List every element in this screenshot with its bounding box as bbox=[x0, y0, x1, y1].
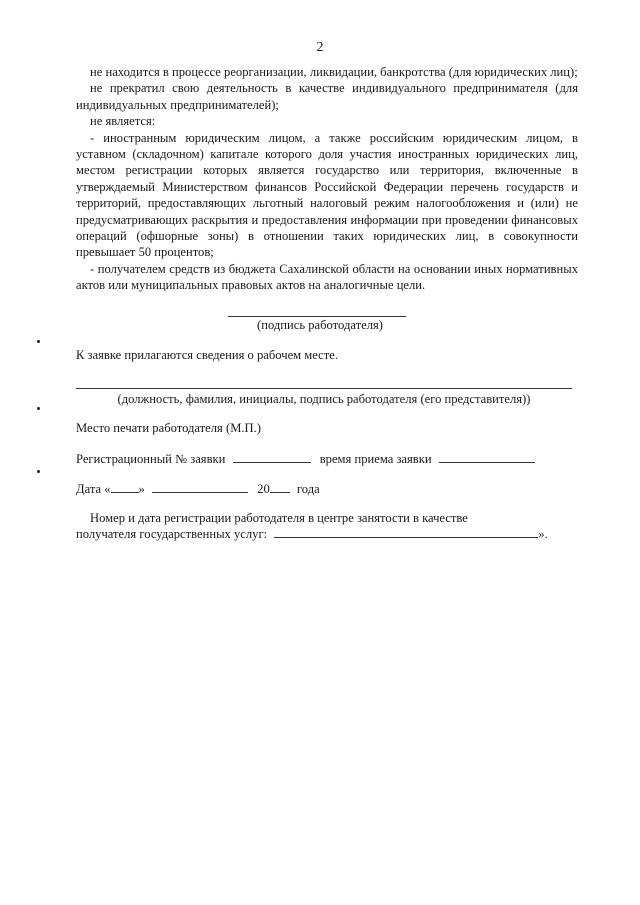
employer-signature-line bbox=[228, 316, 406, 317]
registration-info-label: получателя государственных услуг: bbox=[76, 527, 268, 541]
paragraph-not-ceased: не прекратил свою деятельность в качестве индивидуального предпринимателя (для индивидуальных предпринимателей); bbox=[76, 81, 578, 112]
margin-mark bbox=[37, 340, 40, 343]
registration-info-end: ». bbox=[538, 527, 548, 541]
paragraph-is-not: не является: bbox=[90, 114, 156, 129]
page-number: 2 bbox=[316, 40, 324, 55]
date-year-field[interactable] bbox=[270, 482, 290, 493]
seal-place-label: Место печати работодателя (М.П.) bbox=[76, 421, 261, 435]
margin-mark bbox=[37, 470, 40, 473]
paragraph-budget-recipient: - получателем средств из бюджета Сахалинской области на основании иных нормативных актов или муниципальных правовых актов на аналогичные цели. bbox=[76, 261, 578, 293]
date-month-field[interactable] bbox=[152, 482, 248, 493]
representative-signature-line bbox=[76, 388, 572, 389]
reception-time-label: время приема заявки bbox=[319, 452, 432, 466]
registration-info-field[interactable] bbox=[274, 527, 538, 538]
date-close-quote: » bbox=[138, 482, 145, 496]
registration-number-field[interactable] bbox=[233, 452, 311, 463]
date-row bbox=[76, 482, 320, 497]
date-day-field[interactable] bbox=[111, 482, 139, 493]
date-year-prefix: 20 bbox=[257, 482, 270, 496]
paragraph-foreign-entity: - иностранным юридическим лицом, а также российским юридическим лицом, в уставном (складочном) капитале которого доля участия иностранных юридических лиц, местом регистрации которых является государство или территория, включенные в утверждаемый Министерством финансов Российской Федерации перечень государств и территорий, предоставляющих льготный налоговый режим налогообложения и (или) не предусматривающих раскрытия и предоставления информации при проведении финансовых операций (офшорные зоны) в отношении таких юридических лиц, в совокупности превышает 50 процентов; bbox=[76, 130, 578, 260]
registration-info-line1: Номер и дата регистрации работодателя в центре занятости в качестве bbox=[90, 511, 468, 525]
registration-number-label: Регистрационный № заявки bbox=[76, 452, 226, 466]
date-year-suffix: года bbox=[296, 482, 320, 496]
date-label: Дата « bbox=[76, 482, 111, 496]
margin-mark bbox=[37, 407, 40, 410]
attachment-note: К заявке прилагаются сведения о рабочем месте. bbox=[76, 348, 338, 362]
paragraph-not-reorganizing: не находится в процессе реорганизации, ликвидации, банкротства (для юридических лиц); bbox=[90, 65, 578, 79]
registration-info-row bbox=[76, 527, 548, 542]
registration-row bbox=[76, 452, 535, 467]
representative-signature-caption: (должность, фамилия, инициалы, подпись работодателя (его представителя)) bbox=[117, 392, 531, 406]
reception-time-field[interactable] bbox=[439, 452, 535, 463]
employer-signature-caption: (подпись работодателя) bbox=[257, 318, 383, 332]
conditions-list bbox=[76, 64, 578, 294]
